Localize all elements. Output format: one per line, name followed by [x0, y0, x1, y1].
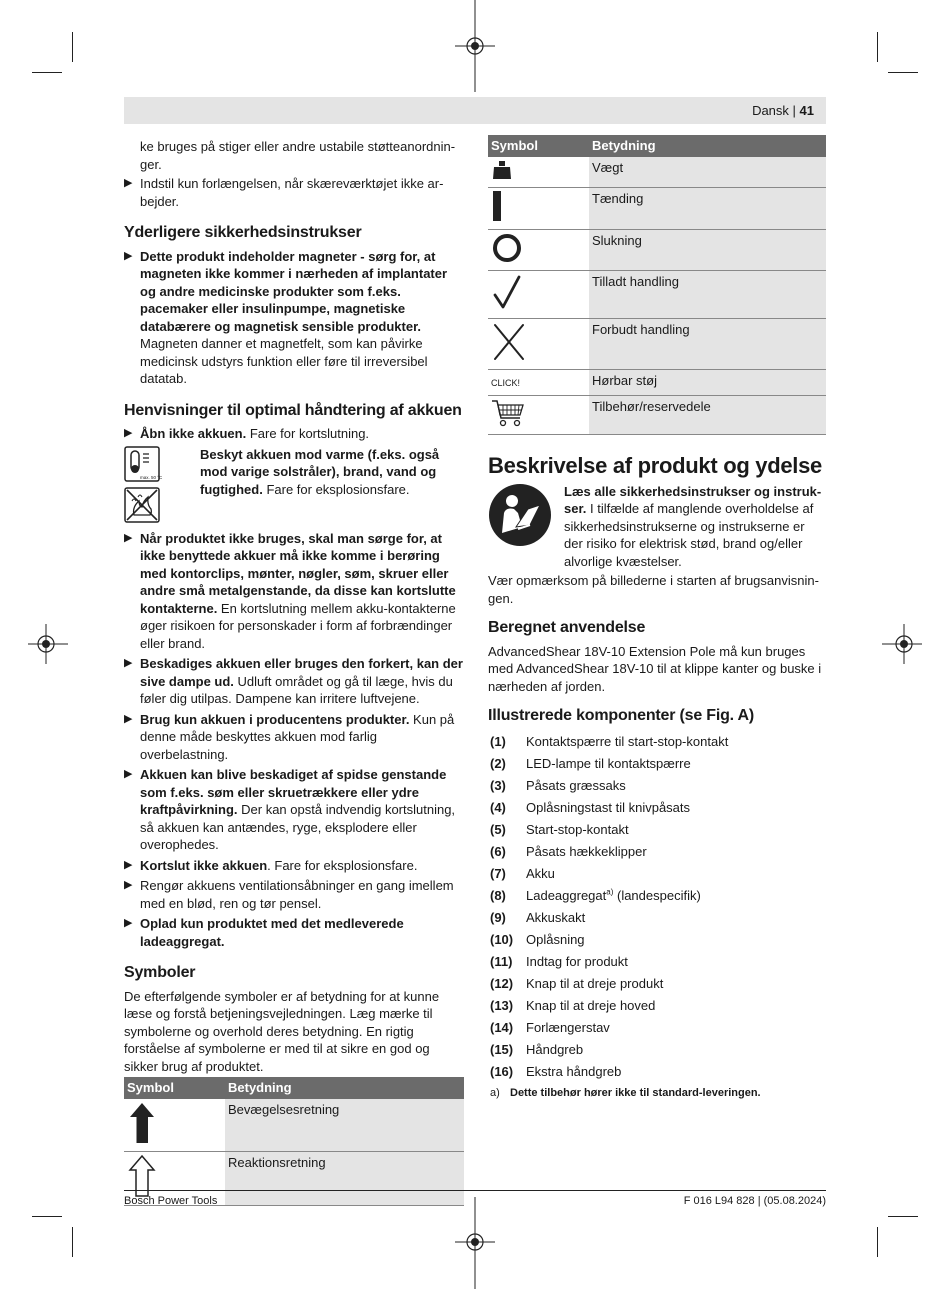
table-row — [488, 157, 826, 188]
heading-components: Illustrerede komponenter (se Fig. A) — [488, 707, 755, 724]
heat-warning — [124, 446, 464, 524]
table-header-row — [124, 1077, 464, 1099]
list-item — [488, 755, 826, 773]
list-item — [488, 821, 826, 839]
table-header-symbol: Symbol — [124, 1077, 225, 1099]
footnote-mark: a) — [490, 1086, 500, 1099]
bullet-manufacturer-products — [124, 711, 464, 764]
crop-mark — [32, 1216, 62, 1217]
cross-icon — [491, 321, 527, 363]
list-item — [488, 887, 826, 905]
component-text: Akku — [526, 865, 555, 881]
component-number: (1) — [490, 733, 506, 749]
list-item — [488, 1063, 826, 1081]
component-text: Forlængerstav — [526, 1019, 610, 1035]
bullet-open-battery — [124, 425, 464, 443]
table-header-symbol: Symbol — [488, 135, 589, 157]
meaning-cell: Forbudt handling — [589, 318, 826, 370]
symbols-intro: De efterfølgende symboler er af betydning for at kunne læse og forstå betjeningsvejledningen. Læg mærke til symbolerne og overhold deres betydning. En rigtig forståelse af symbolerne er med til at sikre en god og sikker brug af produktet. — [124, 988, 440, 1074]
component-number: (4) — [490, 799, 506, 815]
page-header-text: Dansk | 41 — [752, 103, 814, 118]
component-text: Oplåsning — [526, 931, 585, 947]
component-list — [488, 733, 826, 1081]
power-off-icon — [491, 232, 523, 264]
bullet-arrow-icon: ▶ — [124, 657, 133, 669]
symbol-cell — [488, 157, 589, 188]
list-item — [488, 843, 826, 861]
table-row — [488, 395, 826, 435]
heading-symbols: Symboler — [124, 964, 196, 981]
bullet-arrow-icon: ▶ — [124, 427, 133, 439]
component-text: Håndgreb — [526, 1041, 584, 1057]
bullet-bold-text: Når produktet ikke bruges, skal man sørge for, at ikke benyttede akkuer må ikke komme i berøring med kontorclips, mønter, nøgler, søm, skruer eller andre små metalgenstande, da disse kan kortslutte kontakterne. — [140, 530, 456, 616]
bullet-magnet — [124, 248, 464, 388]
meaning-cell: Slukning — [589, 229, 826, 271]
page-footer — [124, 1190, 826, 1211]
component-text: Påsats hækkeklipper — [526, 843, 647, 859]
bullet-text: . Fare for eksplosionsfare. — [267, 857, 418, 873]
page-number: 41 — [799, 103, 814, 118]
bullet-arrow-icon: ▶ — [124, 177, 133, 189]
bullet-arrow-icon: ▶ — [124, 858, 133, 871]
footnote-ref: a) — [606, 887, 614, 897]
power-on-icon — [491, 190, 505, 222]
crop-mark — [72, 1227, 73, 1257]
crop-mark — [72, 32, 73, 62]
meaning-cell: Tilladt handling — [589, 271, 826, 319]
component-number: (16) — [490, 1063, 514, 1079]
list-item — [488, 1041, 826, 1059]
footer-doc-id: F 016 L94 828 | (05.08.2024) — [683, 1195, 826, 1207]
bullet-text: Der kan opstå indvendig kortslutning, så akkuen kan antændes, ryge, eksplodere eller overophedes. — [140, 802, 456, 852]
bullet-fumes — [124, 655, 464, 708]
bullet-text: Kun på denne måde beskyttes akkuen mod farlig overbelastning. — [140, 711, 455, 762]
footnote-text: Dette tilbehør hører ikke til standard-leveringen. — [510, 1086, 761, 1099]
meaning-cell: Vægt — [589, 157, 826, 188]
meaning-cell: Reaktionsretning — [225, 1152, 464, 1206]
list-item — [488, 733, 826, 751]
list-item — [488, 909, 826, 927]
heat-warning-icon — [124, 446, 163, 482]
bullet-bold-text: Åbn ikke akkuen. — [140, 426, 247, 441]
symbol-cell — [124, 1099, 225, 1152]
table-row — [488, 370, 826, 396]
list-item — [488, 997, 826, 1015]
footer-brand: Bosch Power Tools — [124, 1195, 218, 1207]
component-text: LED-lampe til kontaktspærre — [526, 755, 691, 771]
crop-mark — [888, 1216, 918, 1217]
bullet-arrow-icon: ▶ — [124, 531, 133, 544]
shopping-cart-icon — [491, 398, 525, 428]
bullet-clean-vents — [124, 877, 464, 912]
symbol-table-right — [488, 135, 826, 435]
meaning-cell: Tænding — [589, 188, 826, 230]
bullet-arrow-icon: ▶ — [124, 879, 133, 891]
bullet-text: Rengør akkuens ventilationsåbninger en gang imellem med en blød, ren og tør pensel. — [140, 878, 454, 911]
component-number: (14) — [490, 1019, 514, 1035]
bullet-text: Indstil kun forlængelsen, når skæreværktøjet ikke arbejder. — [140, 176, 444, 209]
component-text: Kontaktspærre til start-stop-kontakt — [526, 733, 729, 749]
table-row — [488, 271, 826, 319]
component-number: (13) — [490, 997, 514, 1013]
crop-mark — [877, 1227, 878, 1257]
component-number: (10) — [490, 931, 514, 947]
bullet-short-circuit — [124, 857, 464, 875]
meaning-cell: Hørbar støj — [589, 370, 826, 396]
bullet-text: En kortslutning mellem akku-kontakterne øger risikoen for personskader i form af forbrændinger eller brand. — [140, 600, 456, 651]
weight-icon — [491, 159, 513, 181]
right-column — [488, 135, 826, 1102]
bullet-arrow-icon: ▶ — [124, 712, 133, 725]
heat-icon-label: max. 50 °C — [140, 474, 163, 480]
component-suffix: (landespecifik) — [613, 887, 701, 903]
heat-warning-bold: Beskyt akkuen mod varme (f.eks. også mod varige solstråler), brand, vand og fugtighed. — [200, 446, 440, 497]
list-item — [488, 931, 826, 949]
component-number: (9) — [490, 909, 506, 925]
read-instructions-bold: Læs alle sikkerhedsinstrukser og instrukser. — [564, 483, 822, 516]
symbol-cell — [488, 318, 589, 370]
heading-intended-use: Beregnet anvendelse — [488, 619, 646, 636]
bullet-bold-text: Dette produkt indeholder magneter - sørg for, at magneten ikke kommer i nærheden af implantater og andre medicinske produkter som f.eks. pacemaker eller insulinpumpe, magnetiske databærere og magnetisk sensible produkter. — [140, 248, 448, 334]
meaning-cell: Bevægelsesretning — [225, 1099, 464, 1152]
component-number: (3) — [490, 777, 506, 793]
bullet-arrow-icon: ▶ — [124, 917, 133, 929]
bullet-bold-text: Kortslut ikke akkuen — [140, 857, 268, 873]
bullet-text: Fare for kortslutning. — [246, 426, 370, 441]
page-header — [124, 97, 826, 124]
registration-mark-left — [28, 624, 68, 664]
component-number: (12) — [490, 975, 514, 991]
component-text: Indtag for produkt — [526, 953, 628, 969]
continued-text: ke bruges på stiger eller andre ustabile støtteanordninger. — [140, 139, 456, 172]
read-manual-icon — [488, 483, 552, 547]
meaning-cell: Tilbehør/reservedele — [589, 395, 826, 435]
component-number: (6) — [490, 843, 506, 859]
component-text: Knap til at dreje hoved — [526, 997, 656, 1013]
registration-mark-top — [455, 0, 495, 92]
fire-water-warning-icon — [124, 487, 160, 523]
heading-safety: Yderligere sikkerhedsinstrukser — [124, 224, 362, 241]
component-text: Ekstra håndgreb — [526, 1063, 622, 1079]
table-header-meaning: Betydning — [225, 1077, 464, 1099]
heading-description: Beskrivelse af produkt og ydelse — [488, 453, 822, 478]
header-language: Dansk — [752, 103, 789, 118]
table-header-meaning: Betydning — [589, 135, 826, 157]
bullet-text: Udluft området og gå til læge, hvis du føler dig utilpas. Dampene kan irritere luftvejene. — [140, 673, 453, 706]
footnote — [488, 1085, 826, 1103]
table-row — [124, 1099, 464, 1152]
bullet-bold-text: Oplad kun produktet med det medleverede ladeaggregat. — [140, 916, 404, 949]
component-number: (15) — [490, 1041, 514, 1057]
table-header-row — [488, 135, 826, 157]
component-number: (8) — [490, 887, 506, 903]
heat-warning-text: Fare for eksplosionsfare. — [262, 481, 410, 497]
component-text: Påsats græssaks — [526, 777, 626, 793]
symbol-table-left — [124, 1077, 464, 1206]
symbol-cell — [488, 395, 589, 435]
bullet-sharp-objects — [124, 766, 464, 854]
bullet-metal-objects — [124, 530, 464, 653]
attention-text: Vær opmærksom på billederne i starten af brugsanvisningen. — [488, 573, 819, 606]
component-text: Start-stop-kontakt — [526, 821, 629, 837]
list-item — [488, 799, 826, 817]
component-number: (11) — [490, 953, 513, 969]
table-row — [488, 188, 826, 230]
component-text: Akkuskakt — [526, 909, 586, 925]
heading-battery: Henvisninger til optimal håndtering af akkuen — [124, 401, 462, 419]
click-label: CLICK! — [488, 370, 589, 396]
component-number: (7) — [490, 865, 506, 881]
bullet-arrow-icon: ▶ — [124, 249, 133, 262]
registration-mark-bottom — [455, 1197, 495, 1289]
component-text: Knap til at dreje produkt — [526, 975, 664, 991]
bullet-arrow-icon: ▶ — [124, 768, 133, 780]
read-instructions-text: I tilfælde af manglende overholdelse af sikkerhedsinstrukserne og instrukserne er der risiko for elektrisk stød, brand og/eller alvorlige kvæstelser. — [564, 501, 814, 569]
symbol-cell — [488, 271, 589, 319]
bullet-text: Magneten danner et magnetfelt, som kan påvirke medicinsk udstyrs funktion eller føre til irreversibel datatab. — [140, 336, 428, 386]
crop-mark — [888, 72, 918, 73]
component-text: Oplåsningstast til knivpåsats — [526, 799, 691, 815]
bullet-extension — [124, 175, 464, 210]
list-item — [488, 975, 826, 993]
crop-mark — [877, 32, 878, 62]
component-text: Ladeaggregat — [526, 887, 607, 903]
component-number: (2) — [490, 755, 506, 771]
movement-direction-icon — [127, 1101, 157, 1145]
crop-mark — [32, 72, 62, 73]
list-item — [488, 1019, 826, 1037]
table-row — [488, 318, 826, 370]
check-icon — [491, 273, 523, 311]
bullet-bold-text: Beskadiges akkuen eller bruges den forkert, kan der sive dampe ud. — [140, 656, 463, 689]
list-item — [488, 777, 826, 795]
registration-mark-right — [882, 624, 922, 664]
symbol-cell — [488, 229, 589, 271]
list-item — [488, 953, 826, 971]
symbol-cell — [488, 188, 589, 230]
list-item — [488, 865, 826, 883]
left-column — [124, 138, 464, 1206]
bullet-bold-text: Brug kun akkuen i producentens produkter. — [140, 711, 410, 727]
read-instructions — [488, 483, 826, 571]
bullet-bold-text: Akkuen kan blive beskadiget af spidse genstande som f.eks. søm eller skruetrækkere eller ydre kraftpåvirkning. — [140, 767, 447, 817]
table-row — [488, 229, 826, 271]
bullet-charger — [124, 915, 464, 950]
component-number: (5) — [490, 821, 506, 837]
intended-use-text: AdvancedShear 18V-10 Extension Pole må kun bruges med AdvancedShear 18V-10 til at klippe kanter og buske i nærheden af jorden. — [488, 643, 822, 694]
